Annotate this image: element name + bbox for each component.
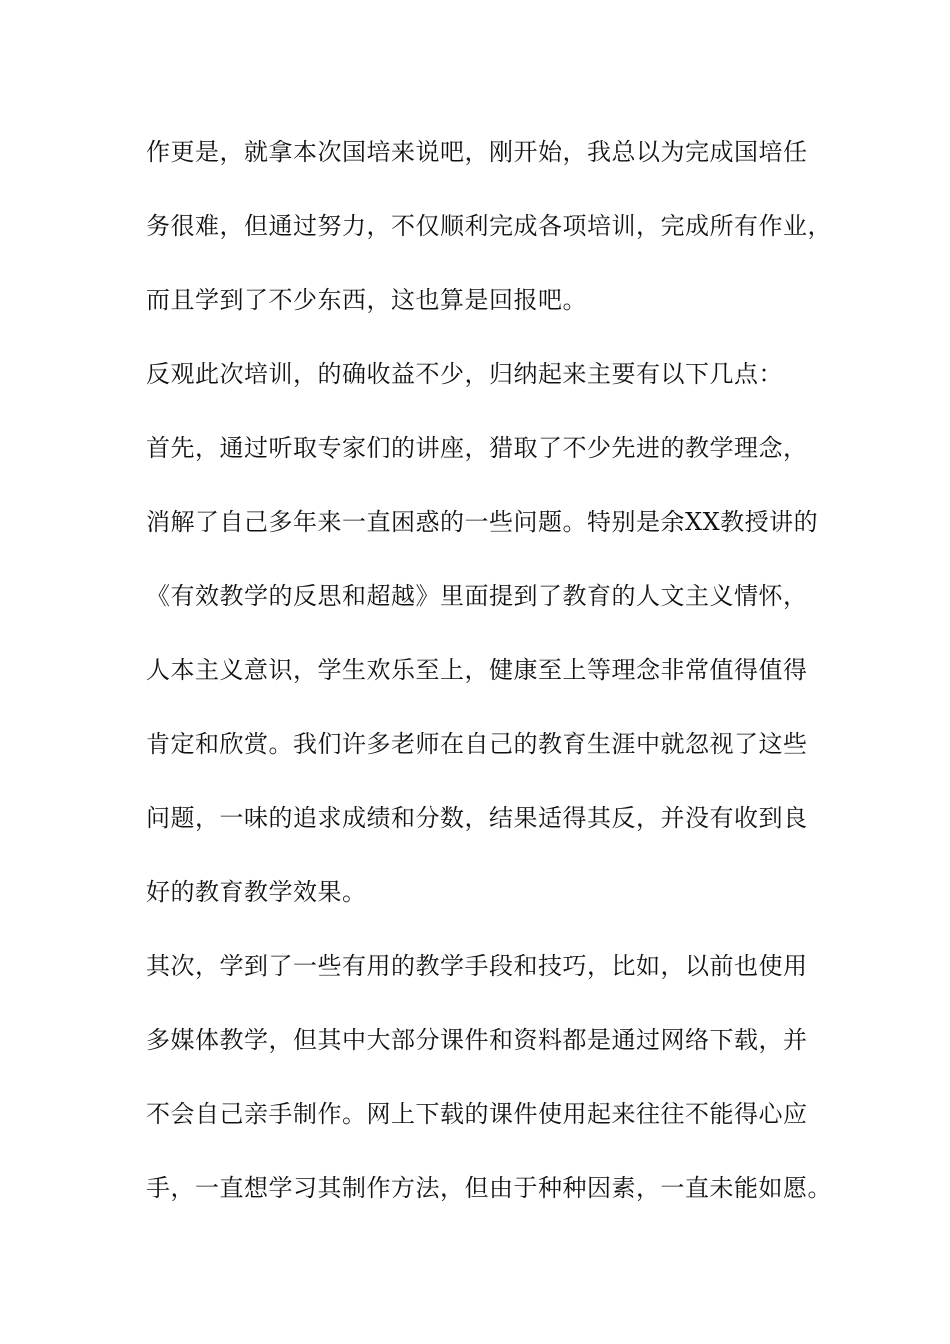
text-line: 作更是，就拿本次国培来说吧，刚开始，我总以为完成国培任 bbox=[146, 138, 808, 166]
text-line: 消解了自己多年来一直困惑的一些问题。特别是余XX教授讲的 bbox=[146, 508, 819, 536]
text-line: 务很难，但通过努力，不仅顺利完成各项培训，完成所有作业， bbox=[146, 212, 832, 240]
text-line: 不会自己亲手制作。网上下载的课件使用起来往往不能得心应 bbox=[146, 1100, 808, 1128]
text-line: 问题，一味的追求成绩和分数，结果适得其反，并没有收到良 bbox=[146, 804, 808, 832]
text-line: 手，一直想学习其制作方法，但由于种种因素，一直未能如愿。 bbox=[146, 1174, 832, 1202]
text-line: 肯定和欣赏。我们许多老师在自己的教育生涯中就忽视了这些 bbox=[146, 730, 808, 758]
text-line: 反观此次培训，的确收益不少，归纳起来主要有以下几点： bbox=[146, 360, 783, 388]
text-line: 首先，通过听取专家们的讲座，猎取了不少先进的教学理念， bbox=[146, 434, 808, 462]
text-line: 多媒体教学，但其中大部分课件和资料都是通过网络下载，并 bbox=[146, 1026, 808, 1054]
document-body bbox=[146, 130, 836, 1240]
text-line: 《有效教学的反思和超越》里面提到了教育的人文主义情怀， bbox=[146, 582, 808, 610]
text-line: 好的教育教学效果。 bbox=[146, 878, 367, 906]
text-line: 其次，学到了一些有用的教学手段和技巧，比如，以前也使用 bbox=[146, 952, 808, 980]
text-line: 人本主义意识，学生欢乐至上，健康至上等理念非常值得值得 bbox=[146, 656, 808, 684]
text-line: 而且学到了不少东西，这也算是回报吧。 bbox=[146, 286, 587, 314]
